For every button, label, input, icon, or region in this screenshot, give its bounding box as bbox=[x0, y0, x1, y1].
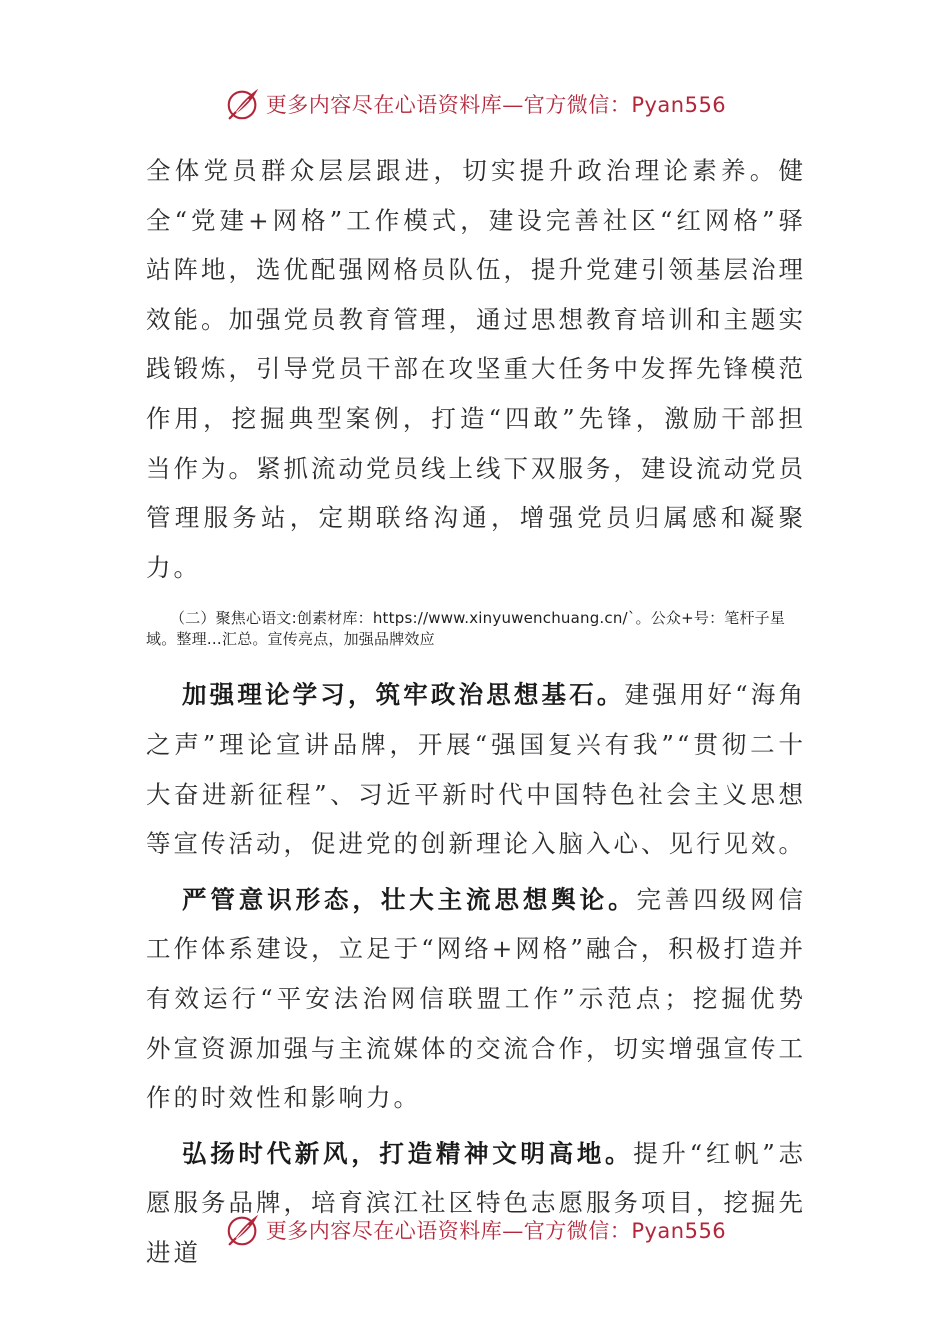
paragraph-lead: 加强理论学习，筑牢政治思想基石。 bbox=[182, 680, 625, 710]
paragraph-party-building: 全体党员群众层层跟进，切实提升政治理论素养。健全“党建+网格”工作模式，建设完善社区“红网格”驿站阵地，选优配强网格员队伍，提升党建引领基层治理效能。加强党员教育管理，通过思想教育培训和主题实践锻炼，引导党员干部在攻坚重大任务中发挥先锋模范作用，挖掘典型案例，打造“四敢”先锋，激励干部担当作为。紧抓流动党员线上线下双服务，建设流动党员管理服务站，定期联络沟通，增强党员归属感和凝聚力。 bbox=[146, 156, 806, 582]
watermark-text bbox=[266, 1215, 726, 1245]
paragraph-theory-study bbox=[146, 670, 806, 868]
paragraph-text: 提升“红帆”志愿服务品牌，培育滨江社区特色志愿服务项目，挖掘先进道 bbox=[146, 1138, 806, 1267]
watermark-wechat-id: Pyan556 bbox=[631, 93, 727, 117]
paragraph-ideology bbox=[146, 875, 806, 1123]
watermark-banner-top bbox=[0, 82, 950, 126]
watermark-prefix: 更多内容尽在心语资料库—官方微信： bbox=[265, 93, 632, 117]
document-body bbox=[146, 146, 806, 1277]
watermark-banner-bottom bbox=[0, 1208, 950, 1252]
watermark-prefix: 更多内容尽在心语资料库—官方微信： bbox=[265, 1219, 632, 1243]
section-heading: （二）聚焦心语文:创素材库：https://www.xinyuwenchuang.cn/`。公众+号：笔杆子星域。整理…汇总。宣传亮点，加强品牌效应 bbox=[146, 609, 786, 649]
quill-pen-icon bbox=[224, 1211, 262, 1249]
paragraph-lead: 严管意识形态，壮大主流思想舆论。 bbox=[182, 884, 637, 914]
quill-pen-icon bbox=[224, 85, 262, 123]
watermark-wechat-id: Pyan556 bbox=[631, 1219, 727, 1243]
paragraph-civilization bbox=[146, 1129, 806, 1278]
paragraph-lead: 弘扬时代新风，打造精神文明高地。 bbox=[182, 1138, 634, 1168]
watermark-text bbox=[266, 89, 726, 119]
paragraph-text: 完善四级网信工作体系建设，立足于“网络+网格”融合，积极打造并有效运行“平安法治网信联盟工作”示范点；挖掘优势外宣资源加强与主流媒体的交流合作，切实增强宣传工作的时效性和影响力。 bbox=[146, 884, 807, 1113]
paragraph-text: 建强用好“海角之声”理论宣讲品牌，开展“强国复兴有我”“贯彻二十大奋进新征程”、习近平新时代中国特色社会主义思想等宣传活动，促进党的创新理论入脑入心、见行见效。 bbox=[146, 680, 807, 859]
